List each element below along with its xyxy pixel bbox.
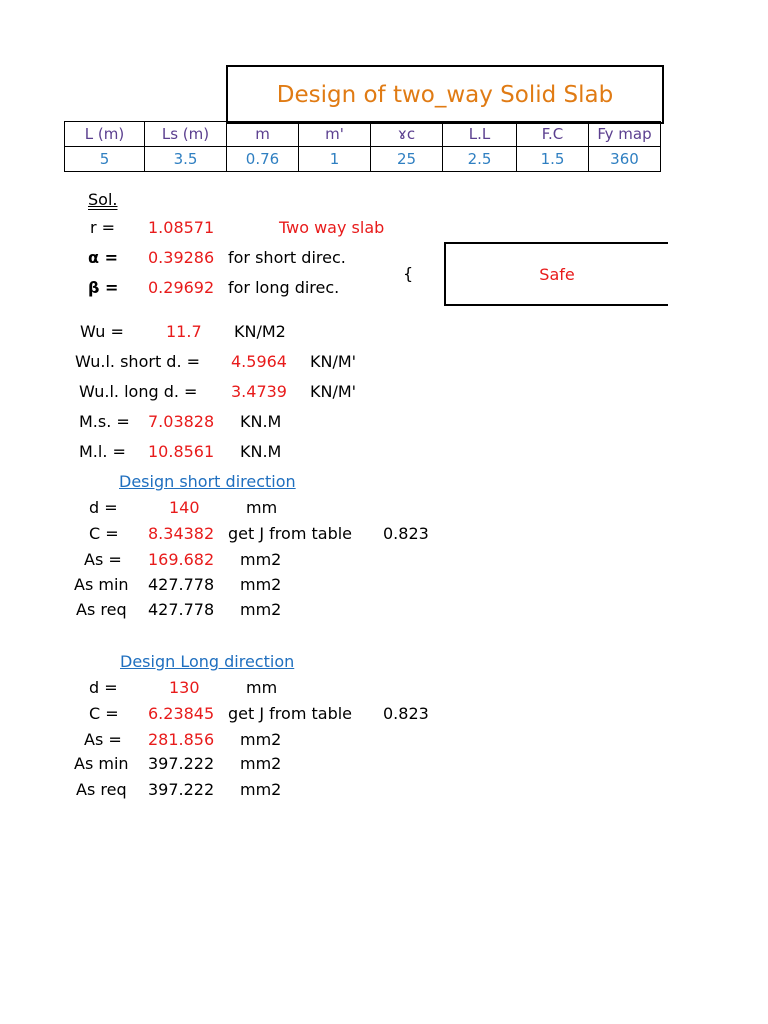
- long-asmin-value[interactable]: 397.222: [148, 754, 215, 773]
- value-cell[interactable]: 25: [371, 147, 443, 172]
- short-d-value[interactable]: 140: [169, 498, 200, 517]
- long-c-value[interactable]: 6.23845: [148, 704, 215, 723]
- ml-value[interactable]: 10.8561: [148, 442, 215, 461]
- header-cell[interactable]: L.L: [443, 122, 517, 147]
- long-j-value[interactable]: 0.823: [383, 704, 429, 723]
- wu-label: Wu =: [80, 322, 124, 341]
- ms-label: M.s. =: [79, 412, 130, 431]
- short-c-note: get J from table: [228, 524, 353, 543]
- wu-short-unit: KN/M': [310, 352, 357, 371]
- long-asreq-unit: mm2: [240, 780, 282, 799]
- wu-long-label: Wu.l. long d. =: [79, 382, 198, 401]
- short-asreq-value[interactable]: 427.778: [148, 600, 215, 619]
- short-d-unit: mm: [246, 498, 278, 517]
- beta-value[interactable]: 0.29692: [148, 278, 215, 297]
- wu-long-unit: KN/M': [310, 382, 357, 401]
- long-as-unit: mm2: [240, 730, 282, 749]
- long-d-value[interactable]: 130: [169, 678, 200, 697]
- short-d-label: d =: [89, 498, 118, 517]
- value-cell[interactable]: 0.76: [227, 147, 299, 172]
- wu-long-value[interactable]: 3.4739: [231, 382, 287, 401]
- value-cell[interactable]: 360: [589, 147, 661, 172]
- beta-label: β =: [88, 278, 119, 297]
- long-direction-heading[interactable]: Design Long direction: [120, 652, 295, 671]
- header-cell[interactable]: m: [227, 122, 299, 147]
- short-asmin-value[interactable]: 427.778: [148, 575, 215, 594]
- header-cell[interactable]: Ls (m): [145, 122, 227, 147]
- short-as-unit: mm2: [240, 550, 282, 569]
- header-cell[interactable]: F.C: [517, 122, 589, 147]
- alpha-value[interactable]: 0.39286: [148, 248, 215, 267]
- header-cell[interactable]: L (m): [65, 122, 145, 147]
- long-c-label: C =: [89, 704, 119, 723]
- short-asmin-unit: mm2: [240, 575, 282, 594]
- short-c-value[interactable]: 8.34382: [148, 524, 215, 543]
- long-c-note: get J from table: [228, 704, 353, 723]
- ms-value[interactable]: 7.03828: [148, 412, 215, 431]
- short-asmin-label: As min: [74, 575, 129, 594]
- header-cell[interactable]: Fy map: [589, 122, 661, 147]
- value-cell[interactable]: 5: [65, 147, 145, 172]
- safety-status-box: [444, 242, 668, 306]
- slab-type: Two way slab: [279, 218, 385, 237]
- wu-unit: KN/M2: [234, 322, 286, 341]
- r-label: r =: [90, 218, 116, 237]
- parameters-table: [64, 121, 661, 172]
- alpha-note: for short direc.: [228, 248, 346, 267]
- short-asreq-label: As req: [76, 600, 127, 619]
- ml-label: M.l. =: [79, 442, 126, 461]
- safety-status: Safe: [539, 264, 575, 284]
- value-cell[interactable]: 3.5: [145, 147, 227, 172]
- solution-heading: Sol.: [88, 190, 118, 209]
- value-cell[interactable]: 1: [299, 147, 371, 172]
- header-cell[interactable]: ɤc: [371, 122, 443, 147]
- wu-short-label: Wu.l. short d. =: [75, 352, 201, 371]
- long-asreq-value[interactable]: 397.222: [148, 780, 215, 799]
- short-as-label: As =: [84, 550, 122, 569]
- short-c-label: C =: [89, 524, 119, 543]
- ml-unit: KN.M: [240, 442, 282, 461]
- long-asmin-label: As min: [74, 754, 129, 773]
- short-j-value[interactable]: 0.823: [383, 524, 429, 543]
- value-cell[interactable]: 1.5: [517, 147, 589, 172]
- long-d-label: d =: [89, 678, 118, 697]
- long-as-value[interactable]: 281.856: [148, 730, 215, 749]
- short-direction-heading[interactable]: Design short direction: [119, 472, 296, 491]
- parameters-value-row: [65, 147, 661, 172]
- long-as-label: As =: [84, 730, 122, 749]
- short-asreq-unit: mm2: [240, 600, 282, 619]
- r-value[interactable]: 1.08571: [148, 218, 215, 237]
- wu-short-value[interactable]: 4.5964: [231, 352, 287, 371]
- wu-value[interactable]: 11.7: [166, 322, 202, 341]
- alpha-label: α =: [88, 248, 118, 267]
- value-cell[interactable]: 2.5: [443, 147, 517, 172]
- parameters-header-row: [65, 122, 661, 147]
- ms-unit: KN.M: [240, 412, 282, 431]
- header-cell[interactable]: m': [299, 122, 371, 147]
- long-asreq-label: As req: [76, 780, 127, 799]
- brace-symbol: {: [403, 264, 414, 283]
- sheet-title: Design of two_way Solid Slab: [226, 65, 664, 124]
- long-d-unit: mm: [246, 678, 278, 697]
- long-asmin-unit: mm2: [240, 754, 282, 773]
- beta-note: for long direc.: [228, 278, 340, 297]
- short-as-value[interactable]: 169.682: [148, 550, 215, 569]
